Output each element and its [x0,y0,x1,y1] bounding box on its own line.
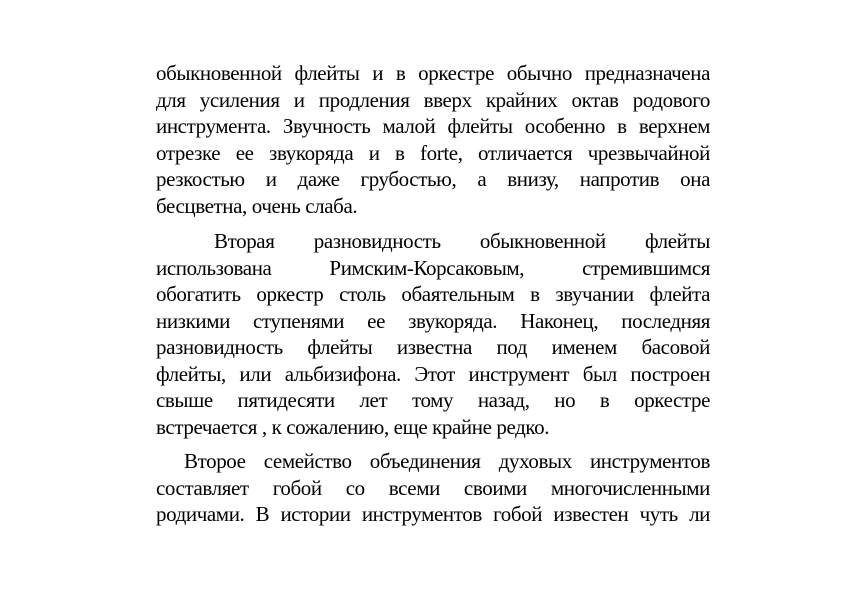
text-line: отрезке ее звукоряда и в forte, отличается чрезвычайной [156,140,710,165]
text-line: обыкновенной флейты и в оркестре обычно предназначена [156,61,710,85]
text-line: родичами. В истории инструментов гобой известен чуть ли [156,502,710,526]
text-line: флейты, или альбизифона. Этот инструмент был построен [156,361,710,386]
paragraph-1 [156,60,710,219]
text-line: использована Римским-Корсаковым, стремившимся [156,255,710,280]
text-line: разновидность флейты известна под именем басовой [156,335,710,359]
text-line: встречается , к сожалению, еще крайне редко. [156,414,550,439]
text-line: свыше пятидесяти лет тому назад, но в оркестре [156,388,710,412]
paragraph-2 [156,228,710,440]
text-line: резкостью и даже грубостью, а внизу, напротив она [156,167,710,191]
paragraph-3 [156,448,710,528]
text-line: низкими ступенями ее звукоряда. Наконец, последняя [156,308,710,333]
text-line: инструмента. Звучность малой флейты особенно в верхнем [156,114,710,138]
text-line: бесцветна, очень слаба. [156,193,358,218]
body-text [156,60,710,528]
text-line: для усиления и продления вверх крайних октав родового [156,87,710,112]
text-line: Вторая разновидность обыкновенной флейты [214,229,710,253]
text-line: составляет гобой со всеми своими многочисленными [156,475,710,500]
text-line: обогатить оркестр столь обаятельным в звучании флейта [156,282,710,306]
text-line: Второе семейство объединения духовых инструментов [184,449,710,473]
